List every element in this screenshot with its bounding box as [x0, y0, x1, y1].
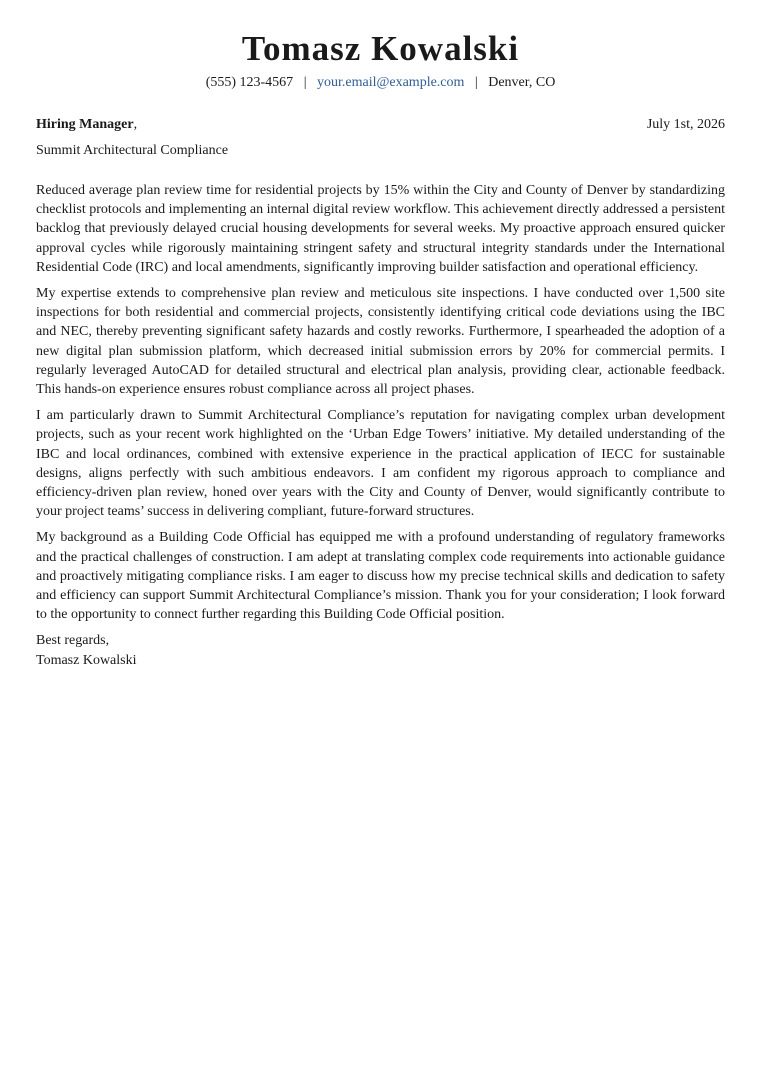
letter-body [36, 181, 725, 624]
recipient-name-suffix: , [133, 117, 138, 132]
applicant-name: Tomasz Kowalski [241, 29, 520, 68]
recipient-name: Hiring Manager [36, 117, 134, 132]
separator: | [303, 75, 307, 90]
recipient-row [36, 116, 725, 133]
body-paragraph: I am particularly drawn to Summit Architectural Compliance’s reputation for navigating complex urban development projects, such as your recent work highlighted on the ‘Urban Edge Towers’ initiative. My detailed understanding of the IBC and local ordinances, combined with extensive experience in the practical application of IECC for sustainable designs, aligns perfectly with such ambitious endeavors. I am confident my rigorous approach to compliance and efficiency-driven plan review, honed over years with the City and County of Denver, would significantly contribute to your project teams’ success in delivering compliant, future-forward structures. [36, 408, 725, 520]
body-paragraph: Reduced average plan review time for residential projects by 15% within the City and County of Denver by standardizing checklist protocols and implementing an internal digital review workflow. This achievement directly addressed a persistent backlog that previously delayed crucial housing developments for several weeks. My proactive approach ensured quicker approval cycles while rigorously maintaining stringent safety and structural integrity standards under the International Residential Code (IRC) and local amendments, significantly improving builder satisfaction and operational efficiency. [36, 183, 725, 275]
closing-salutation: Best regards, [36, 633, 110, 649]
letter-closing [36, 631, 725, 670]
body-paragraph: My expertise extends to comprehensive plan review and meticulous site inspections. I have conducted over 1,500 site inspections for both residential and commercial projects, consistently identifying critical code deviations using the IBC and NEC, thereby preventing significant safety hazards and costly reworks. Furthermore, I spearheaded the adoption of a new digital plan submission platform, which decreased initial submission errors by 20% for commercial permits. I regularly leveraged AutoCAD for detailed structural and electrical plan analysis, providing clear, actionable feedback. This hands-on experience ensures robust compliance across all project phases. [36, 286, 725, 398]
letter-date: July 1st, 2026 [646, 117, 725, 132]
recipient-greeting [36, 116, 137, 133]
recipient-company: Summit Architectural Compliance [36, 143, 229, 158]
phone-number: (555) 123-4567 [205, 75, 294, 90]
email-link[interactable]: your.email@example.com [317, 75, 465, 90]
contact-line [36, 75, 725, 91]
location: Denver, CO [488, 75, 556, 90]
body-paragraph: My background as a Building Code Official has equipped me with a profound understanding of regulatory frameworks and the practical challenges of construction. I am adept at translating complex code requirements into actionable guidance and proactively mitigating compliance risks. I am eager to discuss how my precise technical skills and dedication to safety and efficiency can support Summit Architectural Compliance’s mission. Thank you for your consideration; I look forward to the opportunity to connect further regarding this Building Code Official position. [36, 530, 725, 623]
closing-signature: Tomasz Kowalski [36, 652, 137, 668]
cover-letter-page [36, 0, 725, 670]
separator: | [474, 75, 478, 90]
